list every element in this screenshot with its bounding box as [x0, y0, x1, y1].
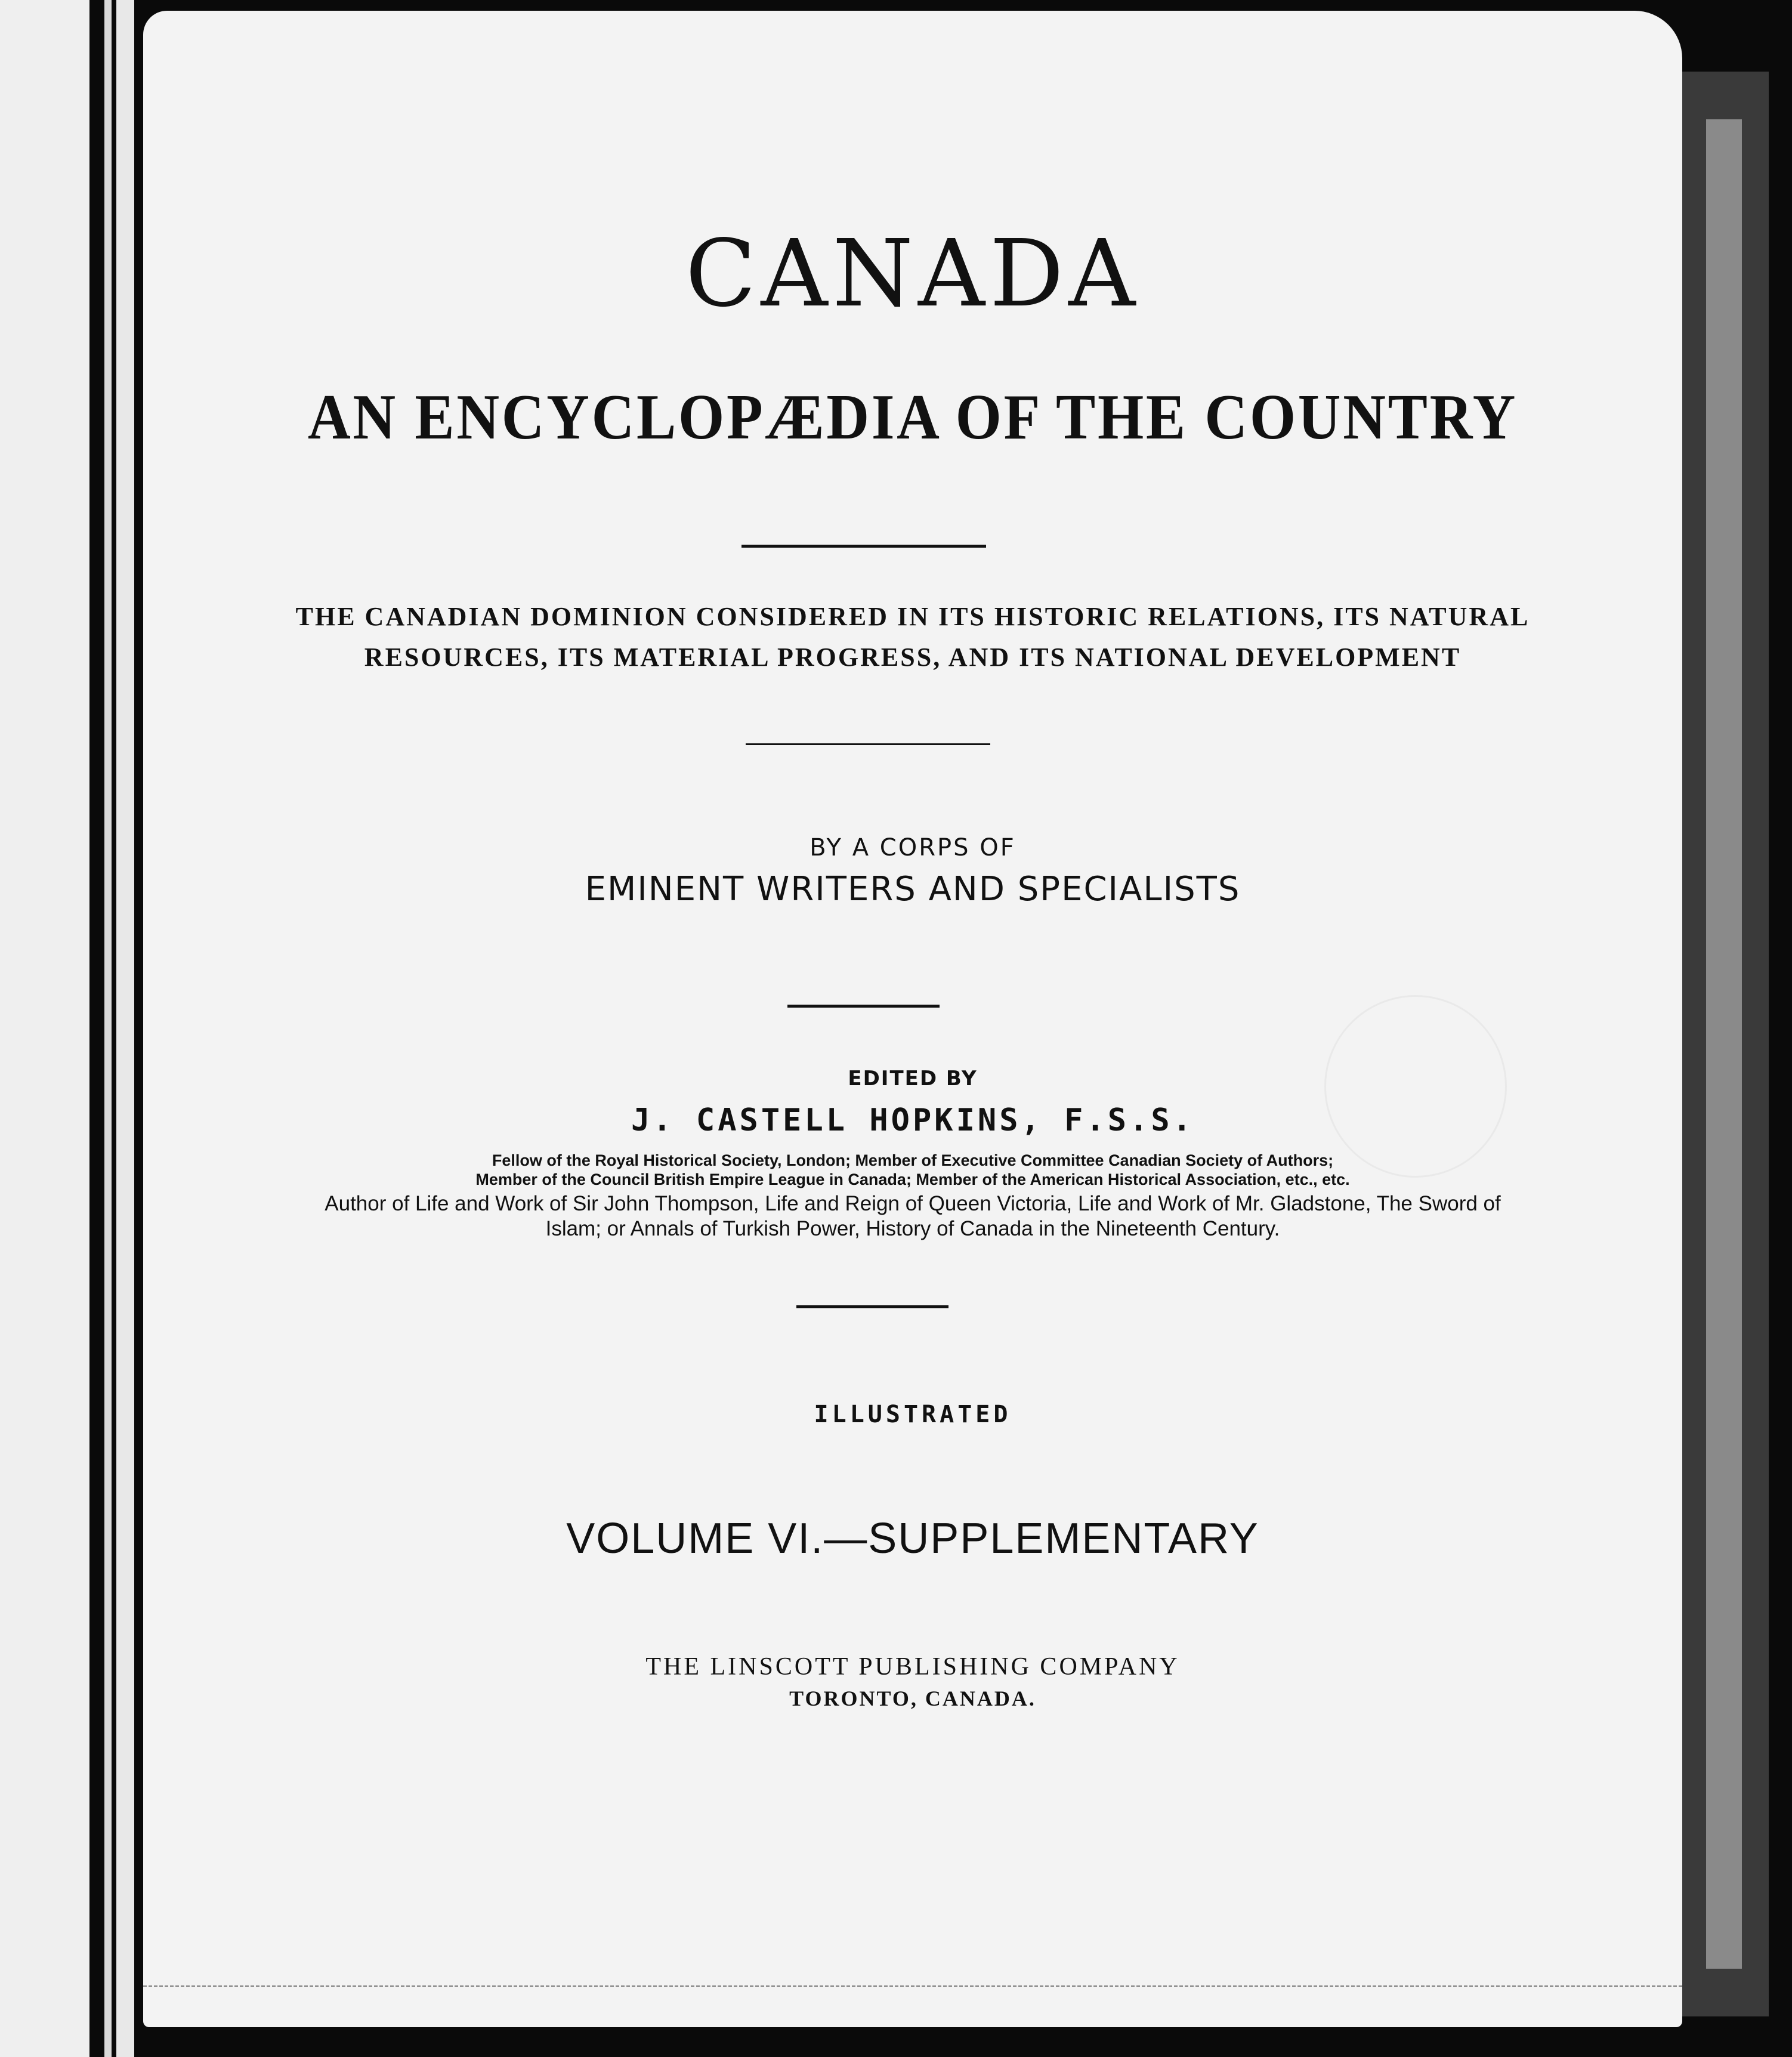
author-of-line-1: Author of Life and Work of Sir John Thompson, Life and Reign of Queen Victoria, Life and Work of Mr. Gladstone, The Sword of [325, 1192, 1501, 1215]
editor-name: J. CASTELL HOPKINS, F.S.S. [631, 1102, 1194, 1138]
description-line-1: THE CANADIAN DOMINION CONSIDERED IN ITS HISTORIC RELATIONS, ITS NATURAL [295, 602, 1530, 631]
volume-label: VOLUME VI.—SUPPLEMENTARY [566, 1515, 1259, 1562]
binding-edge [104, 0, 112, 2057]
divider-1 [741, 545, 986, 548]
writers-line: EMINENT WRITERS AND SPECIALISTS [585, 870, 1241, 909]
publisher-city: TORONTO, CANADA. [789, 1687, 1036, 1710]
editor-credentials-line-1: Fellow of the Royal Historical Society, London; Member of Executive Committee Canadian Society of Authors; [492, 1151, 1334, 1169]
editor-credentials-line-2: Member of the Council British Empire League in Canada; Member of the American Historical Association, etc., etc. [475, 1170, 1350, 1188]
author-of-line-2: Islam; or Annals of Turkish Power, History of Canada in the Nineteenth Century. [545, 1217, 1280, 1240]
binding-edge-light [116, 0, 134, 2057]
divider-2 [746, 743, 990, 745]
title-page [143, 11, 1682, 2027]
illustrated-label: ILLUSTRATED [814, 1401, 1012, 1428]
byline: BY A CORPS OF [810, 834, 1016, 861]
edited-by-label: EDITED BY [848, 1067, 978, 1091]
book-subtitle: AN ENCYCLOPÆDIA OF THE COUNTRY [307, 382, 1518, 453]
left-page-edge [0, 0, 89, 2057]
book-title: CANADA [685, 220, 1141, 328]
divider-3 [787, 1005, 940, 1008]
page-bottom-tear [143, 1985, 1682, 1993]
right-page-stack-inner [1706, 119, 1742, 1969]
description-line-2: RESOURCES, ITS MATERIAL PROGRESS, AND ITS NATIONAL DEVELOPMENT [364, 643, 1462, 672]
divider-4 [796, 1305, 948, 1308]
publisher-name: THE LINSCOTT PUBLISHING COMPANY [645, 1653, 1180, 1681]
